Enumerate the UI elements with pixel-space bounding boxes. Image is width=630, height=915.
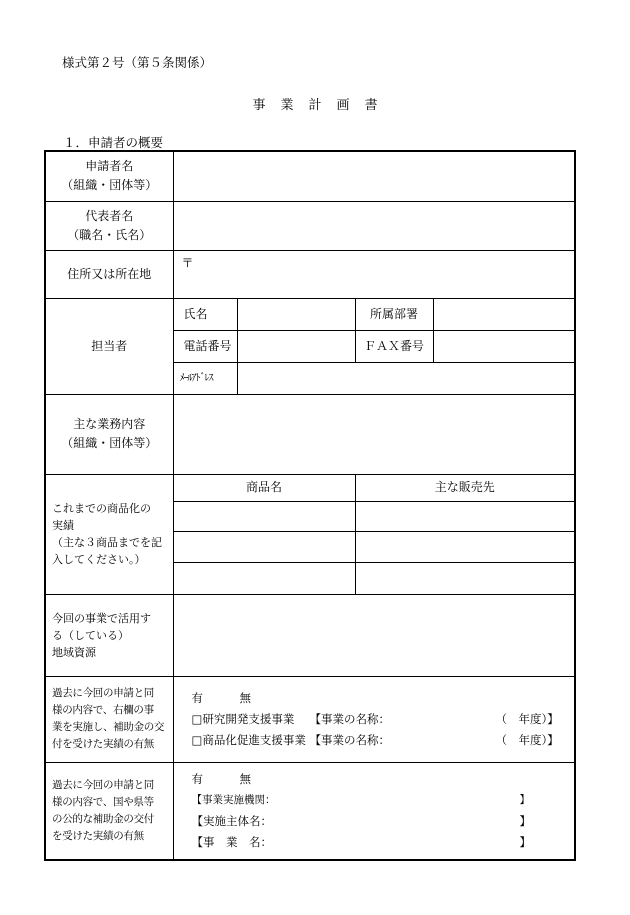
address-label: 住所又は所在地 [45, 250, 173, 298]
commercialization-support-checkbox[interactable]: □商品化促進支援事業 [191, 732, 306, 747]
fax-field[interactable] [433, 330, 575, 362]
contact-label: 担当者 [45, 298, 173, 394]
past-subsidy-label: 過去に今回の申請と同 様の内容で、右欄の事 業を実施し、補助金の交 付を受けた実績の有無 [45, 676, 173, 762]
agency-label: 【事業実施機関： [191, 793, 276, 806]
representative-field[interactable] [173, 201, 575, 250]
agency-close: 】 [519, 793, 530, 806]
document-title: 事業計画書 [252, 98, 393, 113]
govt-subsidy-field [173, 762, 575, 860]
past-subsidy-no[interactable]: 無 [239, 690, 251, 705]
phone-label: 電話番号 [173, 330, 237, 362]
row-address [45, 250, 575, 298]
product-name-field-1[interactable] [173, 501, 355, 531]
applicant-overview-table [44, 150, 576, 861]
email-label: ﾒｰﾙｱﾄﾞﾚｽ [173, 362, 237, 394]
contact-name-field[interactable] [237, 298, 355, 330]
sales-destination-field-3[interactable] [355, 562, 575, 594]
phone-field[interactable] [237, 330, 355, 362]
applicant-name-field[interactable] [173, 151, 575, 201]
entity-label: 【実施主体名： [191, 813, 272, 828]
rd-project-title: 【事業の名称： [309, 711, 390, 726]
row-contact-name [45, 298, 575, 330]
entity-close: 】 [519, 813, 531, 828]
row-representative [45, 201, 575, 250]
product-name-field-3[interactable] [173, 562, 355, 594]
product-name-field-2[interactable] [173, 531, 355, 562]
applicant-name-label: 申請者名 （組織・団体等） [45, 151, 173, 201]
govt-subsidy-yes[interactable]: 有 [191, 771, 203, 786]
commercialization-label: これまでの商品化の 実績 （主な３商品までを記 入してください。） [45, 474, 173, 594]
contact-name-label: 氏名 [173, 298, 237, 330]
sales-destination-header: 主な販売先 [355, 474, 575, 501]
fax-label: ＦＡＸ番号 [355, 330, 433, 362]
email-field[interactable] [237, 362, 575, 394]
project-close: 】 [519, 834, 531, 849]
row-past-subsidy [45, 676, 575, 762]
resources-label: 今回の事業で活用す る（している） 地域資源 [45, 594, 173, 676]
postal-mark: 〒 [181, 255, 194, 270]
section-title: １．申請者の概要 [63, 135, 164, 150]
govt-subsidy-no[interactable]: 無 [239, 771, 251, 786]
commercialization-project-year[interactable]: （ 年度）】 [495, 732, 559, 747]
row-business [45, 394, 575, 474]
product-name-header: 商品名 [173, 474, 355, 501]
row-commercialization-header [45, 474, 575, 501]
business-field[interactable] [173, 394, 575, 474]
form-number: 様式第２号（第５条関係） [62, 55, 213, 70]
representative-label: 代表者名 （職名・氏名） [45, 201, 173, 250]
rd-project-year[interactable]: （ 年度）】 [495, 711, 559, 726]
business-label: 主な業務内容 （組織・団体等） [45, 394, 173, 474]
commercialization-project-title: 【事業の名称： [309, 732, 390, 747]
resources-field[interactable] [173, 594, 575, 676]
row-govt-subsidy [45, 762, 575, 860]
govt-subsidy-label: 過去に今回の申請と同 様の内容で、国や県等 の公的な補助金の交付 を受けた実績の有無 [45, 762, 173, 860]
sales-destination-field-2[interactable] [355, 531, 575, 562]
project-label: 【事 業 名： [191, 834, 272, 849]
row-resources [45, 594, 575, 676]
rd-support-checkbox[interactable]: □研究開発支援事業 [191, 711, 295, 726]
row-applicant-name [45, 151, 575, 201]
past-subsidy-yes[interactable]: 有 [191, 690, 203, 705]
past-subsidy-field [173, 676, 575, 762]
address-field[interactable] [173, 250, 575, 298]
sales-destination-field-1[interactable] [355, 501, 575, 531]
department-field[interactable] [433, 298, 575, 330]
department-label: 所属部署 [355, 298, 433, 330]
